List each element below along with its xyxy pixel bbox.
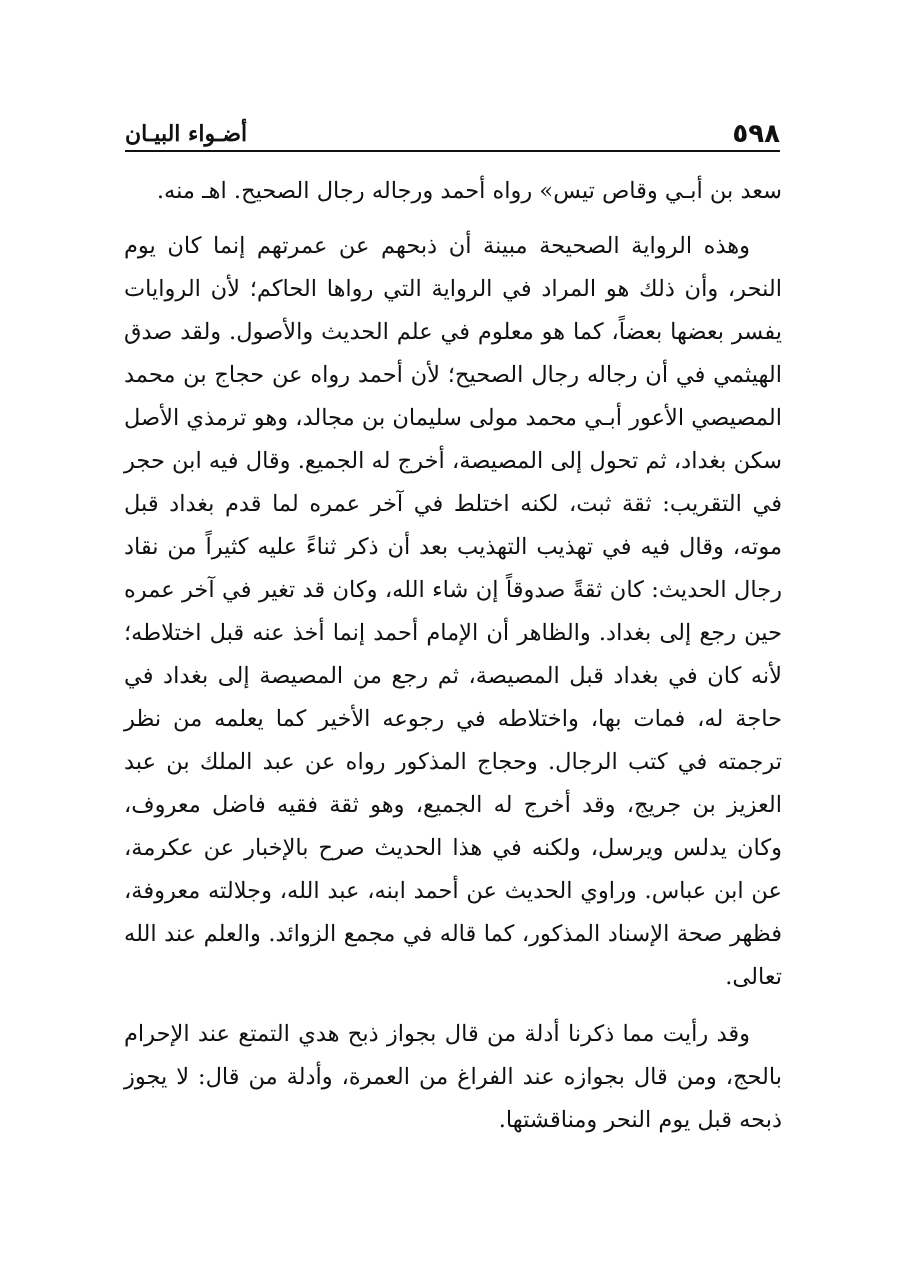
page-body [124,170,782,1142]
paragraph-hadith-analysis: وهذه الرواية الصحيحة مبينة أن ذبحهم عن عمرتهم إنما كان يوم النحر، وأن ذلك هو المراد في الرواية التي رواها الحاكم؛ لأن الروايات يفسر بعضها بعضاً، كما هو معلوم في علم الحديث والأصول. ولقد صدق الهيثمي في أن رجاله رجال الصحيح؛ لأن أحمد رواه عن حجاج بن محمد المصيصي الأعور أبـي محمد مولى سليمان بن مجالد، وهو ترمذي الأصل سكن بغداد، ثم تحول إلى المصيصة، أخرج له الجميع. وقال فيه ابن حجر في التقريب: ثقة ثبت، لكنه اختلط في آخر عمره لما قدم بغداد قبل موته، وقال فيه في تهذيب التهذيب بعد أن ذكر ثناءً عليه كثيراً من نقاد رجال الحديث: كان ثقةً صدوقاً إن شاء الله، وكان قد تغير في آخر عمره حين رجع إلى بغداد. والظاهر أن الإمام أحمد إنما أخذ عنه قبل اختلاطه؛ لأنه كان في بغداد قبل المصيصة، ثم رجع من المصيصة إلى بغداد في حاجة له، فمات بها، واختلاطه في رجوعه الأخير كما يعلمه من نظر ترجمته في كتب الرجال. وحجاج المذكور رواه عن عبد الملك بن عبد العزيز بن جريج، وقد أخرج له الجميع، وهو ثقة فقيه فاضل معروف، وكان يدلس ويرسل، ولكنه في هذا الحديث صرح بالإخبار عن عكرمة، عن ابن عباس. وراوي الحديث عن أحمد ابنه، عبد الله، وجلالته معروفة، فظهر صحة الإسناد المذكور، كما قاله في مجمع الزوائد. والعلم عند الله تعالى. [124,233,782,990]
header-divider [125,150,780,152]
page-number: ٥٩٨ [732,119,780,149]
paragraph-continuation: سعد بن أبـي وقاص تيس» رواه أحمد ورجاله رجال الصحيح. اهـ منه. [156,178,782,204]
book-title: أضـواء البيـان [125,121,248,147]
page-header [125,108,780,150]
paragraph-summary: وقد رأيت مما ذكرنا أدلة من قال بجواز ذبح هدي التمتع عند الإحرام بالحج، ومن قال بجوازه عند الفراغ من العمرة، وأدلة من قال: لا يجوز ذبحه قبل يوم النحر ومناقشتها. [124,1021,782,1133]
